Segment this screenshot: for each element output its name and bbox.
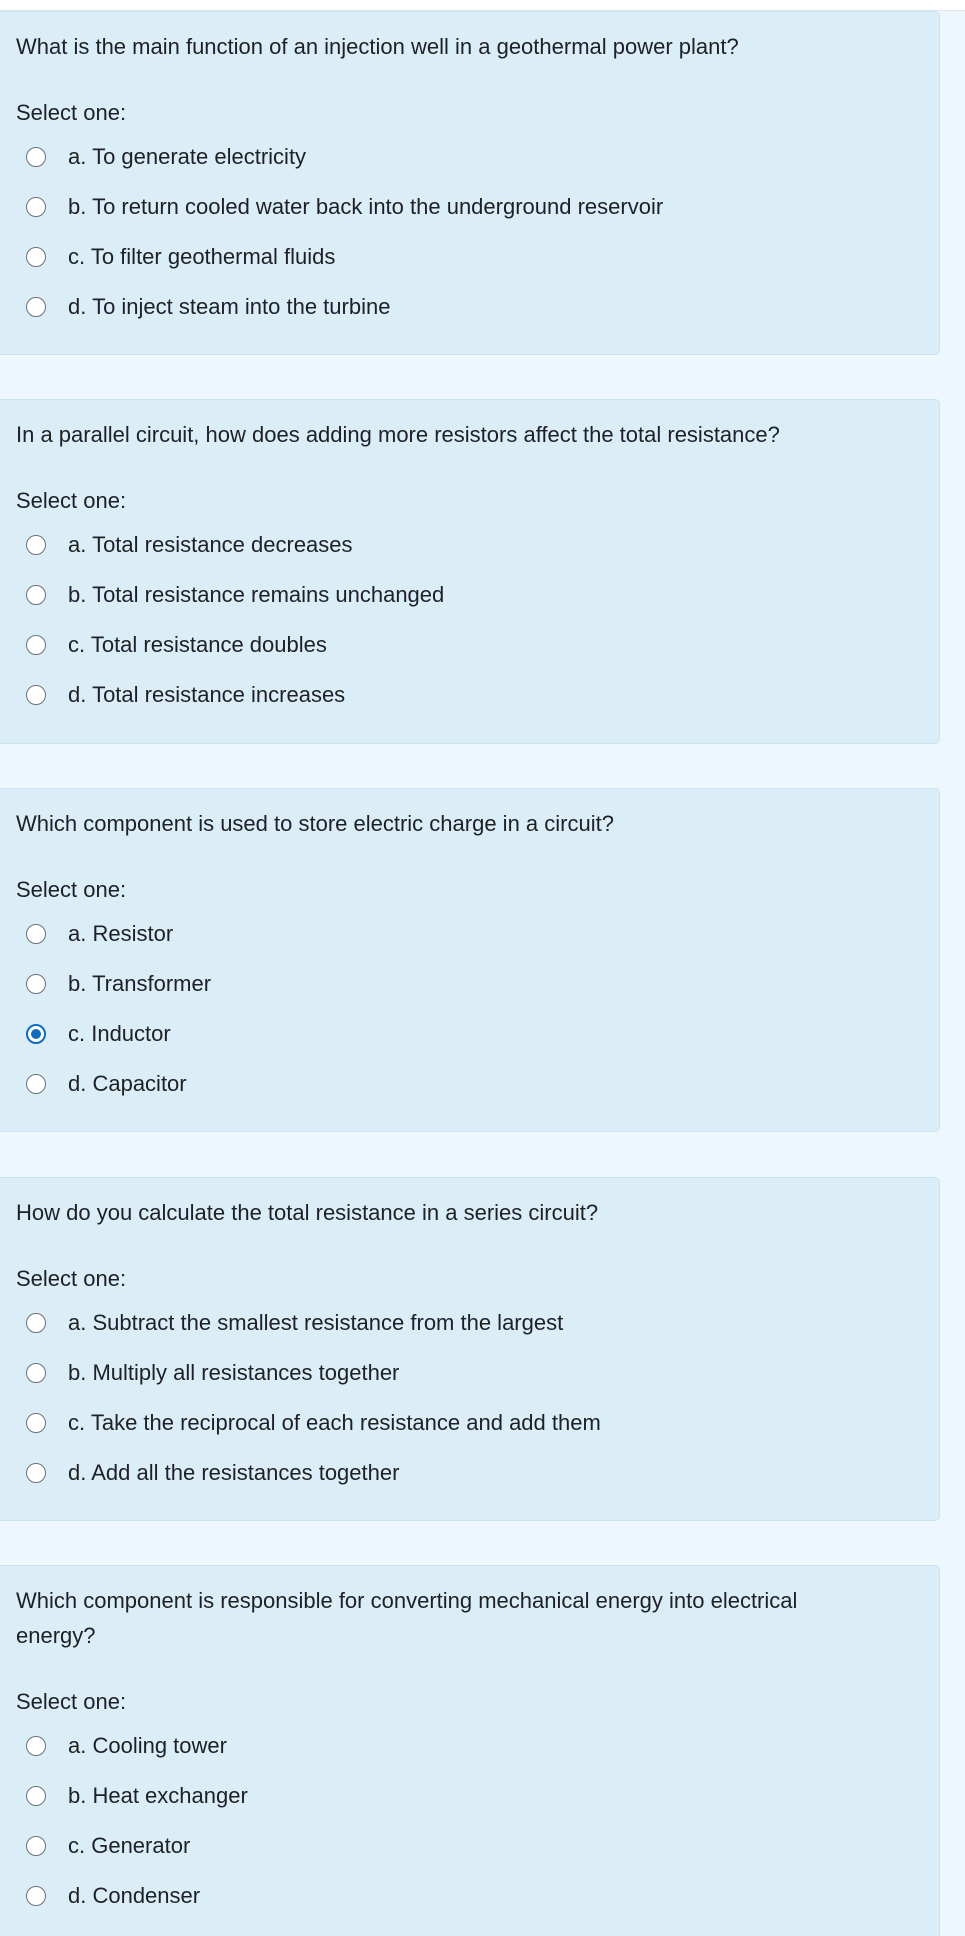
radio-button[interactable] — [26, 1413, 46, 1433]
answer-option-b[interactable] — [16, 182, 923, 232]
option-label: b. Multiply all resistances together — [68, 1360, 400, 1385]
answer-options — [16, 1298, 923, 1498]
option-label: d. Capacitor — [68, 1071, 187, 1096]
option-label: d. Total resistance increases — [68, 682, 346, 707]
question-text: Which component is responsible for converting mechanical energy into electrical energy? — [16, 1588, 798, 1648]
radio-button[interactable] — [26, 1313, 46, 1333]
radio-button[interactable] — [26, 535, 46, 555]
radio-button[interactable] — [26, 1363, 46, 1383]
answer-option-d[interactable] — [16, 1059, 923, 1109]
option-label: a. Total resistance decreases — [68, 532, 353, 557]
question-text: Which component is used to store electric charge in a circuit? — [16, 811, 614, 836]
select-one-label: Select one: — [16, 488, 127, 513]
radio-button[interactable] — [26, 1074, 46, 1094]
answer-option-a[interactable] — [16, 909, 923, 959]
answer-option-d[interactable] — [16, 1871, 923, 1921]
select-one-label: Select one: — [16, 1689, 127, 1714]
question-4 — [0, 1177, 940, 1521]
option-label: a. To generate electricity — [68, 144, 307, 169]
option-label: d. Add all the resistances together — [68, 1460, 400, 1485]
radio-button[interactable] — [26, 1736, 46, 1756]
answer-option-b[interactable] — [16, 570, 923, 620]
option-label: c. To filter geothermal fluids — [68, 244, 336, 269]
option-label: b. Heat exchanger — [68, 1783, 248, 1808]
answer-option-c[interactable] — [16, 1009, 923, 1059]
answer-option-b[interactable] — [16, 1771, 923, 1821]
top-divider — [0, 0, 965, 11]
answer-options — [16, 132, 923, 332]
select-one-label: Select one: — [16, 1266, 127, 1291]
radio-button[interactable] — [26, 685, 46, 705]
radio-button[interactable] — [26, 1886, 46, 1906]
option-label: b. To return cooled water back into the underground reservoir — [68, 194, 664, 219]
option-label: a. Subtract the smallest resistance from the largest — [68, 1310, 564, 1335]
radio-button[interactable] — [26, 924, 46, 944]
radio-button[interactable] — [26, 635, 46, 655]
option-label: c. Inductor — [68, 1021, 171, 1046]
answer-options — [16, 1721, 923, 1921]
radio-button[interactable] — [26, 247, 46, 267]
option-label: c. Take the reciprocal of each resistance and add them — [68, 1410, 601, 1435]
answer-option-a[interactable] — [16, 1721, 923, 1771]
option-label: b. Total resistance remains unchanged — [68, 582, 445, 607]
option-label: d. Condenser — [68, 1883, 201, 1908]
answer-option-d[interactable] — [16, 1448, 923, 1498]
answer-option-a[interactable] — [16, 520, 923, 570]
answer-option-d[interactable] — [16, 670, 923, 720]
option-label: d. To inject steam into the turbine — [68, 294, 391, 319]
answer-option-a[interactable] — [16, 132, 923, 182]
select-one-label: Select one: — [16, 877, 127, 902]
question-3 — [0, 788, 940, 1132]
answer-option-c[interactable] — [16, 1821, 923, 1871]
question-2 — [0, 399, 940, 744]
answer-option-b[interactable] — [16, 959, 923, 1009]
option-label: b. Transformer — [68, 971, 212, 996]
select-one-label: Select one: — [16, 100, 127, 125]
radio-button[interactable] — [26, 197, 46, 217]
answer-option-c[interactable] — [16, 232, 923, 282]
answer-option-d[interactable] — [16, 282, 923, 332]
answer-options — [16, 909, 923, 1109]
option-label: a. Resistor — [68, 921, 174, 946]
question-5 — [0, 1565, 940, 1936]
radio-button[interactable] — [26, 1463, 46, 1483]
radio-button[interactable] — [26, 1836, 46, 1856]
answer-option-b[interactable] — [16, 1348, 923, 1398]
answer-options — [16, 520, 923, 720]
page-right-margin — [948, 11, 965, 1936]
answer-option-c[interactable] — [16, 1398, 923, 1448]
radio-button-selected[interactable] — [26, 1024, 46, 1044]
option-label: c. Total resistance doubles — [68, 632, 327, 657]
question-text: In a parallel circuit, how does adding more resistors affect the total resistance? — [16, 422, 780, 447]
question-1 — [0, 11, 940, 355]
question-text: What is the main function of an injection well in a geothermal power plant? — [16, 34, 739, 59]
option-label: a. Cooling tower — [68, 1733, 227, 1758]
option-label: c. Generator — [68, 1833, 191, 1858]
answer-option-c[interactable] — [16, 620, 923, 670]
radio-button[interactable] — [26, 1786, 46, 1806]
radio-button[interactable] — [26, 974, 46, 994]
answer-option-a[interactable] — [16, 1298, 923, 1348]
question-text: How do you calculate the total resistance in a series circuit? — [16, 1200, 599, 1225]
radio-button[interactable] — [26, 297, 46, 317]
radio-button[interactable] — [26, 147, 46, 167]
radio-button[interactable] — [26, 585, 46, 605]
